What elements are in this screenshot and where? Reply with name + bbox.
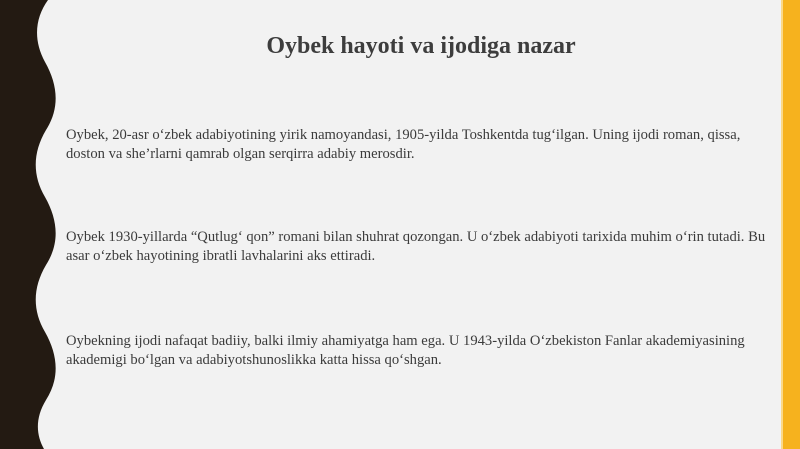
left-decorative-wave	[0, 0, 70, 449]
paragraph-biography: Oybek, 20-asr o‘zbek adabiyotining yirik namoyandasi, 1905-yilda Toshkentda tug‘ilgan. Uning ijodi roman, qissa, doston va she’rlarni qamrab olgan serqirra adabiy merosdir.	[66, 127, 741, 162]
paragraph-novel: Oybek 1930-yillarda “Qutlug‘ qon” romani bilan shuhrat qozongan. U o‘zbek adabiyoti tarixida muhim o‘rin tutadi. Bu asar o‘zbek hayotining ibratli lavhalarini aks ettiradi.	[66, 229, 766, 264]
paragraph-academic: Oybekning ijodi nafaqat badiiy, balki ilmiy ahamiyatga ham ega. U 1943-yilda O‘zbekiston Fanlar akademiyasining akademigi bo‘lgan va adabiyotshunoslikka katta hissa qo‘shgan.	[66, 333, 745, 368]
slide-title: Oybek hayoti va ijodiga nazar	[266, 33, 576, 59]
right-accent-bar	[781, 0, 800, 449]
slide-content	[66, 0, 776, 449]
